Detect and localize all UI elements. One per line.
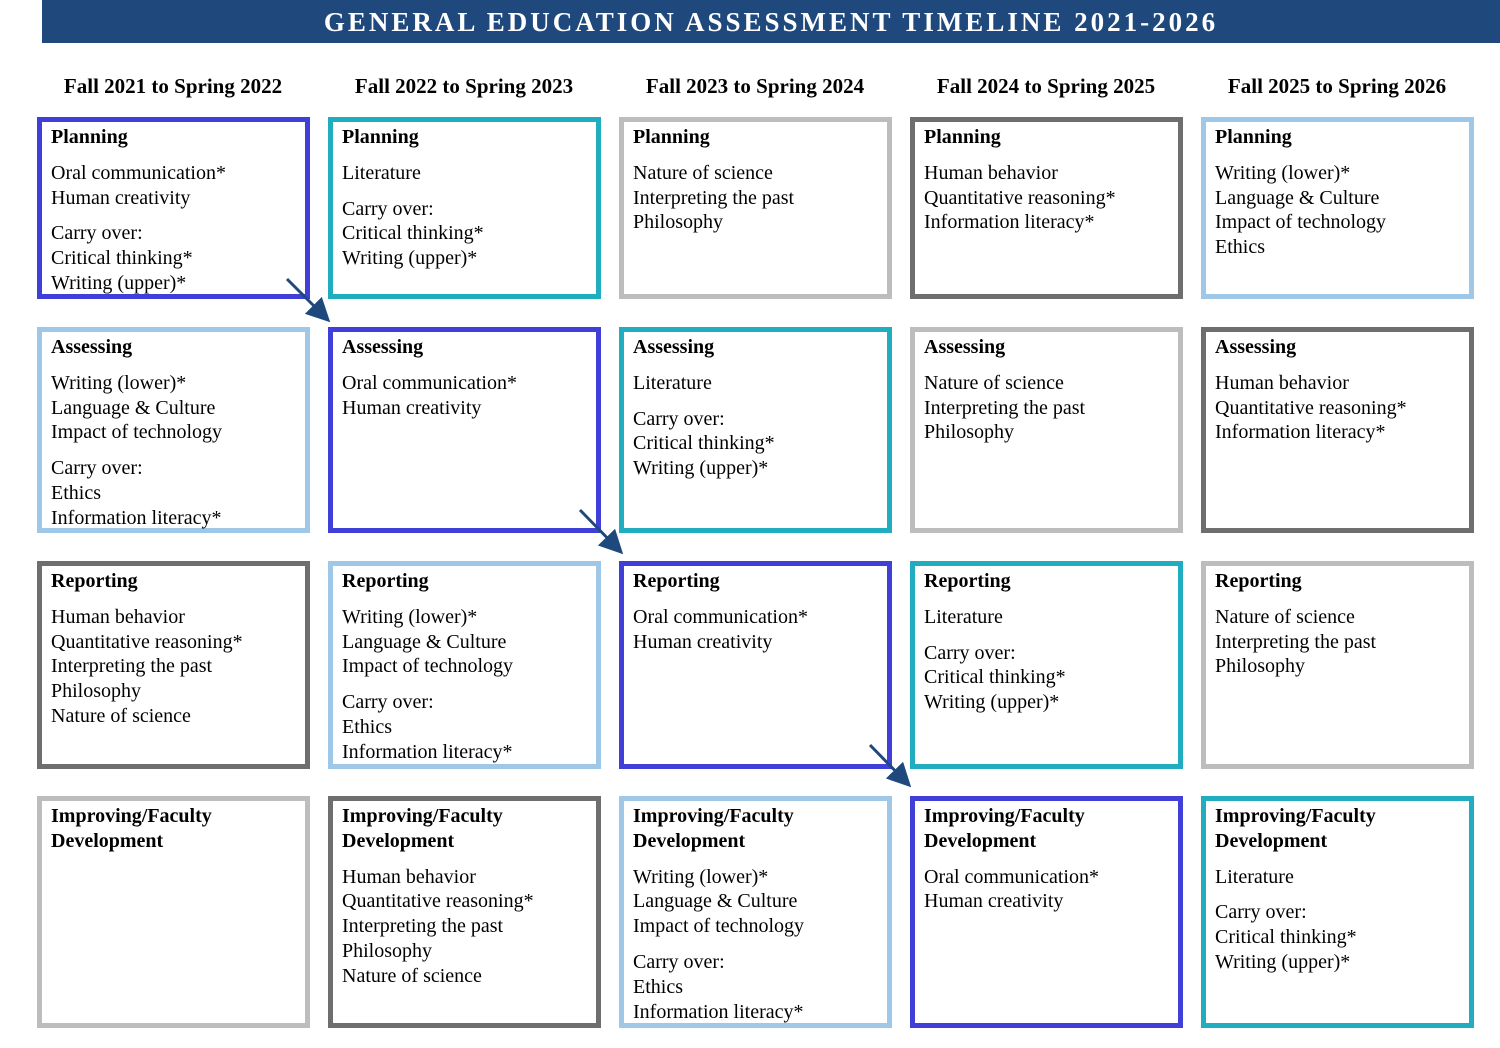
planning-box-3 [619, 117, 892, 299]
item-group [342, 690, 596, 764]
list-item: Carry over: [342, 197, 434, 220]
item-group [1215, 161, 1469, 260]
list-item: Impact of technology [342, 655, 514, 678]
stage-title [1215, 125, 1469, 150]
list-item: Philosophy [1215, 655, 1306, 678]
column-header-2025: Fall 2025 to Spring 2026 [1227, 74, 1447, 98]
list-item: Quantitative reasoning* [51, 630, 243, 653]
item-group [1215, 865, 1469, 890]
assessing-box-3 [619, 327, 892, 533]
stage-title-line: Reporting [633, 570, 720, 592]
list-item: Critical thinking* [924, 666, 1066, 689]
stage-title [342, 569, 596, 594]
stage-title-line: Assessing [51, 336, 133, 358]
list-item: Carry over: [342, 691, 434, 714]
list-item: Writing (lower)* [1215, 161, 1351, 184]
stage-title [342, 804, 596, 854]
list-item: Impact of technology [633, 915, 805, 938]
list-item: Quantitative reasoning* [342, 890, 534, 913]
improving-box-1 [37, 796, 310, 1028]
list-item: Human behavior [924, 161, 1058, 184]
list-item: Information literacy* [924, 211, 1095, 234]
reporting-box-2 [328, 561, 601, 769]
stage-title-line: Planning [51, 126, 128, 148]
list-item: Critical thinking* [633, 432, 775, 455]
list-item: Human behavior [51, 605, 185, 628]
list-item: Literature [342, 161, 421, 184]
stage-title-line: Planning [924, 126, 1001, 148]
stage-title-line: Planning [1215, 126, 1292, 148]
list-item: Writing (upper)* [342, 247, 478, 270]
improving-box-5 [1201, 796, 1474, 1028]
list-item: Impact of technology [1215, 211, 1387, 234]
item-group [342, 865, 596, 989]
list-item: Philosophy [51, 680, 142, 703]
item-group [1215, 605, 1469, 679]
stage-title-line: Assessing [342, 336, 424, 358]
planning-box-1 [37, 117, 310, 299]
list-item: Literature [924, 605, 1003, 628]
list-item: Nature of science [51, 704, 191, 727]
list-item: Interpreting the past [633, 186, 795, 209]
list-item: Ethics [51, 481, 101, 504]
item-group [51, 161, 305, 211]
list-item: Literature [633, 371, 712, 394]
list-item: Critical thinking* [342, 222, 484, 245]
assessing-box-2 [328, 327, 601, 533]
stage-title [1215, 335, 1469, 360]
stage-title-line: Reporting [924, 570, 1011, 592]
list-item: Information literacy* [1215, 421, 1386, 444]
list-item: Nature of science [342, 964, 482, 987]
list-item: Carry over: [633, 407, 725, 430]
list-item: Literature [1215, 865, 1294, 888]
stage-title [924, 335, 1178, 360]
list-item: Oral communication* [924, 865, 1099, 888]
item-group [633, 407, 887, 481]
list-item: Nature of science [633, 161, 773, 184]
stage-title-line: Development [633, 829, 746, 852]
item-group [51, 371, 305, 445]
stage-title [633, 804, 887, 854]
item-group [633, 950, 887, 1024]
item-group [342, 197, 596, 271]
reporting-box-3 [619, 561, 892, 769]
reporting-box-1 [37, 561, 310, 769]
stage-title-line: Assessing [1215, 336, 1297, 358]
item-group [1215, 900, 1469, 974]
list-item: Impact of technology [51, 421, 223, 444]
stage-title [633, 335, 887, 360]
stage-title [342, 125, 596, 150]
item-group [342, 605, 596, 679]
list-item: Oral communication* [633, 605, 808, 628]
list-item: Writing (upper)* [1215, 950, 1351, 973]
item-group [51, 456, 305, 530]
list-item: Oral communication* [51, 161, 226, 184]
stage-title [1215, 804, 1469, 854]
stage-title [924, 569, 1178, 594]
list-item: Interpreting the past [342, 915, 504, 938]
item-group [924, 865, 1178, 915]
item-group [924, 161, 1178, 235]
planning-box-4 [910, 117, 1183, 299]
list-item: Human creativity [51, 186, 191, 209]
item-group [1215, 371, 1469, 445]
list-item: Philosophy [342, 939, 433, 962]
list-item: Information literacy* [51, 506, 222, 529]
list-item: Ethics [342, 715, 392, 738]
item-group [342, 371, 596, 421]
stage-title [51, 804, 305, 854]
list-item: Carry over: [1215, 901, 1307, 924]
stage-title-line: Assessing [633, 336, 715, 358]
list-item: Language & Culture [1215, 186, 1380, 209]
item-group [51, 605, 305, 729]
item-group [924, 605, 1178, 630]
list-item: Writing (lower)* [342, 605, 478, 628]
item-group [633, 371, 887, 396]
list-item: Interpreting the past [1215, 630, 1377, 653]
list-item: Language & Culture [342, 630, 507, 653]
stage-title-line: Reporting [342, 570, 429, 592]
assessing-box-4 [910, 327, 1183, 533]
column-header-2021: Fall 2021 to Spring 2022 [63, 74, 283, 98]
item-group [924, 371, 1178, 445]
stage-title [1215, 569, 1469, 594]
stage-title-line: Development [1215, 829, 1328, 852]
planning-box-2 [328, 117, 601, 299]
stage-title-line: Development [342, 829, 455, 852]
stage-title [51, 335, 305, 360]
list-item: Nature of science [924, 371, 1064, 394]
list-item: Human creativity [342, 396, 482, 419]
timeline-title: GENERAL EDUCATION ASSESSMENT TIMELINE 2021-2026 [42, 0, 1500, 43]
list-item: Nature of science [1215, 605, 1355, 628]
stage-title [924, 125, 1178, 150]
list-item: Critical thinking* [51, 247, 193, 270]
list-item: Language & Culture [51, 396, 216, 419]
reporting-box-5 [1201, 561, 1474, 769]
item-group [633, 161, 887, 235]
improving-box-4 [910, 796, 1183, 1028]
list-item: Quantitative reasoning* [924, 186, 1116, 209]
list-item: Writing (lower)* [633, 865, 769, 888]
stage-title-line: Improving/Faculty [924, 805, 1085, 827]
list-item: Oral communication* [342, 371, 517, 394]
stage-title-line: Reporting [1215, 570, 1302, 592]
list-item: Writing (lower)* [51, 371, 187, 394]
improving-box-3 [619, 796, 892, 1028]
list-item: Writing (upper)* [924, 691, 1060, 714]
stage-title [924, 804, 1178, 854]
assessing-box-1 [37, 327, 310, 533]
list-item: Carry over: [633, 950, 725, 973]
stage-title-line: Development [924, 829, 1037, 852]
list-item: Carry over: [924, 641, 1016, 664]
list-item: Ethics [633, 975, 683, 998]
stage-title-line: Improving/Faculty [633, 805, 794, 827]
stage-title-line: Improving/Faculty [342, 805, 503, 827]
list-item: Carry over: [51, 222, 143, 245]
column-header-2024: Fall 2024 to Spring 2025 [936, 74, 1156, 98]
list-item: Ethics [1215, 236, 1265, 259]
item-group [342, 161, 596, 186]
list-item: Human behavior [342, 865, 476, 888]
list-item: Information literacy* [633, 1000, 804, 1023]
stage-title-line: Improving/Faculty [1215, 805, 1376, 827]
stage-title-line: Planning [633, 126, 710, 148]
list-item: Writing (upper)* [633, 457, 769, 480]
stage-title [633, 569, 887, 594]
column-header-2022: Fall 2022 to Spring 2023 [354, 74, 574, 98]
list-item: Philosophy [633, 211, 724, 234]
list-item: Human creativity [924, 890, 1064, 913]
list-item: Writing (upper)* [51, 271, 187, 294]
item-group [633, 605, 887, 655]
list-item: Information literacy* [342, 740, 513, 763]
list-item: Quantitative reasoning* [1215, 396, 1407, 419]
stage-title-line: Improving/Faculty [51, 805, 212, 827]
list-item: Language & Culture [633, 890, 798, 913]
planning-box-5 [1201, 117, 1474, 299]
stage-title-line: Reporting [51, 570, 138, 592]
list-item: Human creativity [633, 630, 773, 653]
list-item: Critical thinking* [1215, 926, 1357, 949]
stage-title [342, 335, 596, 360]
stage-title-line: Planning [342, 126, 419, 148]
stage-title-line: Assessing [924, 336, 1006, 358]
list-item: Carry over: [51, 457, 143, 480]
assessing-box-5 [1201, 327, 1474, 533]
improving-box-2 [328, 796, 601, 1028]
item-group [51, 221, 305, 295]
stage-title [51, 125, 305, 150]
stage-title [633, 125, 887, 150]
stage-title [51, 569, 305, 594]
list-item: Philosophy [924, 421, 1015, 444]
list-item: Interpreting the past [924, 396, 1086, 419]
list-item: Human behavior [1215, 371, 1349, 394]
item-group [633, 865, 887, 939]
list-item: Interpreting the past [51, 655, 213, 678]
item-group [924, 641, 1178, 715]
column-header-2023: Fall 2023 to Spring 2024 [645, 74, 865, 98]
reporting-box-4 [910, 561, 1183, 769]
stage-title-line: Development [51, 829, 164, 852]
